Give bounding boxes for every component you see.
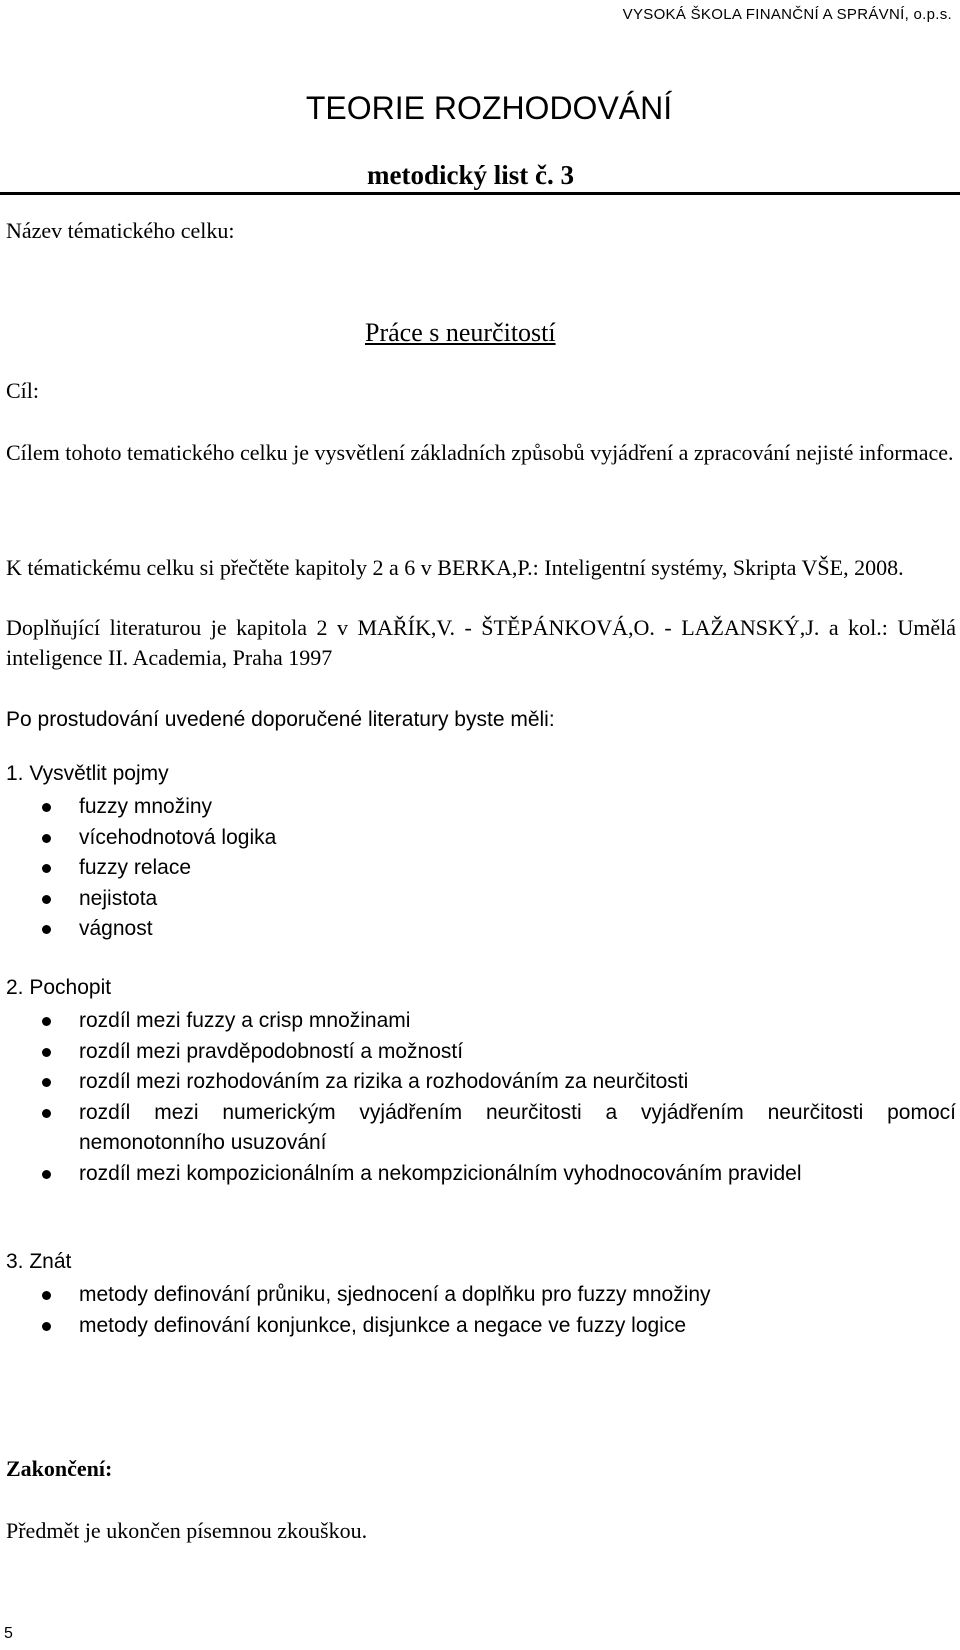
bullet-icon	[42, 1170, 51, 1179]
after-study-intro: Po prostudování uvedené doporučené literatury byste měli:	[6, 708, 555, 731]
list-item: vágnost	[42, 914, 956, 945]
conclusion-label: Zakončení:	[6, 1456, 113, 1481]
bullet-icon	[42, 1078, 51, 1087]
list-explain	[42, 792, 956, 945]
list-item: vícehodnotová logika	[42, 823, 956, 854]
bullet-icon	[42, 1017, 51, 1026]
list-item: fuzzy relace	[42, 853, 956, 884]
literature-supplementary: Doplňující literaturou je kapitola 2 v MAŘÍK,V. - ŠTĚPÁNKOVÁ,O. - LAŽANSKÝ,J. a kol.: Umělá inteligence II. Academia, Praha 1997	[6, 615, 956, 670]
bullet-icon	[42, 1048, 51, 1057]
list-item: nejistota	[42, 884, 956, 915]
list-understand	[42, 1006, 956, 1189]
goal-paragraph: Cílem tohoto tematického celku je vysvětlení základních způsobů vyjádření a zpracování nejisté informace.	[6, 440, 954, 465]
list-item: rozdíl mezi pravděpodobností a možností	[42, 1037, 956, 1068]
page-number: 5	[4, 1625, 13, 1642]
bullet-icon	[42, 925, 51, 934]
goal-label: Cíl:	[6, 378, 40, 403]
document-title: TEORIE ROZHODOVÁNÍ	[305, 90, 673, 126]
list-item: rozdíl mezi rozhodováním za rizika a rozhodováním za neurčitosti	[42, 1067, 956, 1098]
list-item: metody definování konjunkce, disjunkce a negace ve fuzzy logice	[42, 1311, 956, 1342]
bullet-icon	[42, 1109, 51, 1118]
bullet-icon	[42, 803, 51, 812]
header-divider	[0, 192, 960, 195]
document-subtitle: metodický list č. 3	[367, 160, 574, 190]
list-item: rozdíl mezi numerickým vyjádřením neurčitosti a vyjádřením neurčitosti pomocí nemonotonního usuzování	[42, 1098, 956, 1159]
section-heading-know: 3. Znát	[6, 1250, 72, 1273]
bullet-icon	[42, 834, 51, 843]
section-heading-understand: 2. Pochopit	[6, 976, 112, 999]
list-know	[42, 1280, 956, 1341]
bullet-icon	[42, 864, 51, 873]
header-organization: VYSOKÁ ŠKOLA FINANČNÍ A SPRÁVNÍ, o.p.s.	[622, 6, 952, 23]
bullet-icon	[42, 1291, 51, 1300]
topic-title: Práce s neurčitostí	[365, 318, 556, 347]
bullet-icon	[42, 895, 51, 904]
bullet-icon	[42, 1322, 51, 1331]
conclusion-text: Předmět je ukončen písemnou zkouškou.	[6, 1518, 368, 1543]
list-item: fuzzy množiny	[42, 792, 956, 823]
list-item: metody definování průniku, sjednocení a doplňku pro fuzzy množiny	[42, 1280, 956, 1311]
list-item: rozdíl mezi fuzzy a crisp množinami	[42, 1006, 956, 1037]
topic-name-label: Název tématického celku:	[6, 218, 235, 243]
list-item: rozdíl mezi kompozicionálním a nekompzicionálním vyhodnocováním pravidel	[42, 1159, 956, 1190]
literature-primary: K tématickému celku si přečtěte kapitoly 2 a 6 v BERKA,P.: Inteligentní systémy, Skripta VŠE, 2008.	[6, 555, 904, 580]
section-heading-explain: 1. Vysvětlit pojmy	[6, 762, 169, 785]
